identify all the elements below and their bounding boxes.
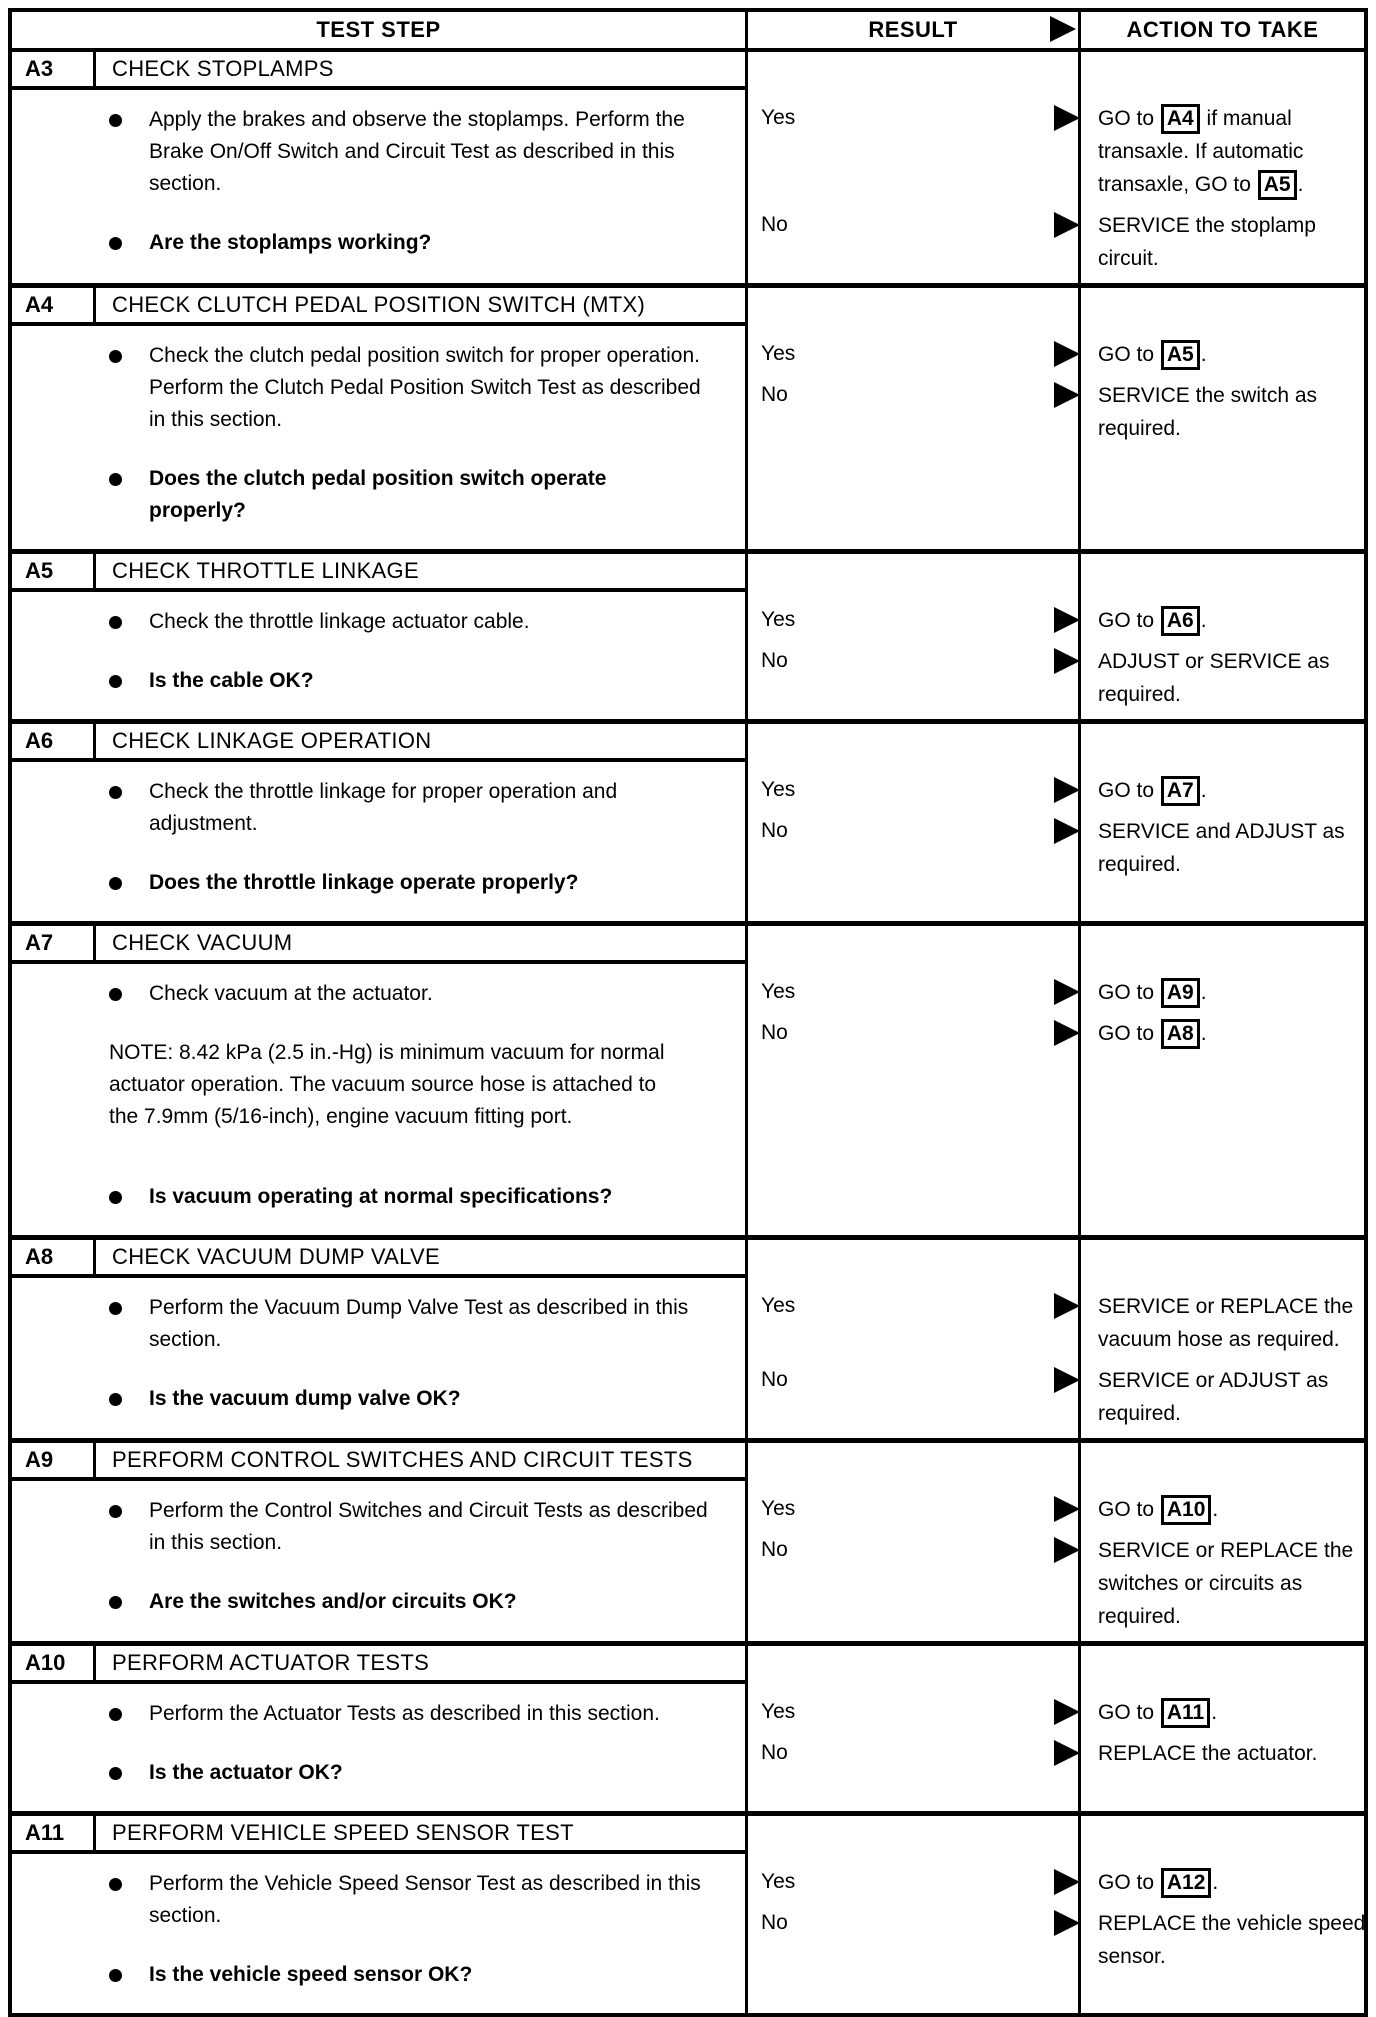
test-step-text: Does the clutch pedal position switch operate properly? (149, 467, 607, 522)
action-text: GO to A9 . (1081, 976, 1373, 1009)
result-action-row (748, 1737, 1373, 1770)
step-ref-box: A6 (1161, 606, 1200, 636)
step-ref-box: A7 (1161, 776, 1200, 806)
result-arrow-icon (1050, 16, 1076, 42)
step-title: PERFORM ACTUATOR TESTS (96, 1646, 745, 1684)
result-cell (748, 1866, 1081, 1898)
result-cell (748, 1696, 1081, 1728)
test-step-text: Check the throttle linkage for proper operation and adjustment. (149, 780, 618, 835)
result-label: No (761, 1911, 788, 1934)
result-arrow-icon (1054, 1537, 1080, 1563)
result-arrow-icon (1054, 1740, 1080, 1766)
result-label: Yes (761, 1700, 796, 1723)
test-step-text: Is vacuum operating at normal specifications? (149, 1185, 613, 1208)
step-list (12, 1854, 745, 2013)
result-action-row (748, 338, 1373, 371)
result-action-row (748, 774, 1373, 807)
step-title: CHECK VACUUM (96, 926, 745, 964)
action-text: SERVICE or REPLACE the vacuum hose as required. (1098, 1295, 1354, 1351)
action-text: SERVICE or REPLACE the switches or circuits as required. (1098, 1539, 1354, 1628)
step-id: A9 (12, 1443, 96, 1481)
result-cell (748, 1290, 1081, 1322)
test-table-body (12, 52, 1364, 2013)
test-step-text: Perform the Vehicle Speed Sensor Test as described in this section. (149, 1872, 701, 1927)
result-label: Yes (761, 1870, 796, 1893)
test-step-item (12, 1181, 725, 1213)
result-label: Yes (761, 342, 796, 365)
result-action-list (745, 288, 1373, 549)
result-arrow-icon (1054, 1496, 1080, 1522)
step-title: CHECK THROTTLE LINKAGE (96, 554, 745, 592)
result-label: No (761, 383, 788, 406)
result-action-row (748, 1364, 1373, 1430)
result-arrow-icon (1054, 1910, 1080, 1936)
bullet-icon (109, 1878, 122, 1891)
result-arrow-icon (1054, 105, 1080, 131)
bullet-icon (109, 350, 122, 363)
action-text: ADJUST or SERVICE as required. (1098, 650, 1330, 706)
result-header-label: RESULT (868, 17, 958, 42)
result-action-row (748, 209, 1373, 275)
test-block (12, 724, 1364, 926)
test-step-text: Are the switches and/or circuits OK? (149, 1590, 517, 1613)
bullet-icon (109, 1505, 122, 1518)
result-action-row (748, 102, 1373, 201)
column-header-action-to-take: ACTION TO TAKE (1078, 12, 1364, 48)
result-action-list (745, 926, 1373, 1235)
bullet-icon (109, 114, 122, 127)
result-arrow-icon (1054, 341, 1080, 367)
step-ref-box: A9 (1161, 978, 1200, 1008)
result-label: Yes (761, 778, 796, 801)
action-text: SERVICE and ADJUST as required. (1098, 820, 1345, 876)
step-id: A7 (12, 926, 96, 964)
result-label: Yes (761, 1294, 796, 1317)
bullet-icon (109, 1767, 122, 1780)
result-cell (748, 1364, 1081, 1396)
test-block (12, 1646, 1364, 1816)
action-text: REPLACE the vehicle speed sensor. (1098, 1912, 1366, 1968)
action-text: GO to A12 . (1081, 1866, 1373, 1899)
step-list (12, 1481, 745, 1641)
test-step-text: Check vacuum at the actuator. (149, 982, 433, 1005)
note-text: NOTE: 8.42 kPa (2.5 in.-Hg) is minimum vacuum for normal actuator operation. The vacuum source hose is attached to the 7.9mm (5/16-inch), engine vacuum fitting port. (109, 1041, 665, 1128)
test-block (12, 1443, 1364, 1646)
step-ref-box: A8 (1161, 1019, 1200, 1049)
step-ref-box: A5 (1161, 340, 1200, 370)
step-title: CHECK CLUTCH PEDAL POSITION SWITCH (MTX) (96, 288, 745, 326)
result-arrow-icon (1054, 1869, 1080, 1895)
test-step-text: Is the cable OK? (149, 669, 314, 692)
pinpoint-test-table (8, 8, 1368, 2017)
result-action-list (745, 52, 1373, 283)
step-list (12, 762, 745, 921)
result-cell (748, 604, 1081, 636)
test-step-item (12, 978, 725, 1010)
test-step-text: Perform the Vacuum Dump Valve Test as described in this section. (149, 1296, 689, 1351)
step-id: A6 (12, 724, 96, 762)
table-header-row (12, 12, 1364, 52)
result-cell (748, 976, 1081, 1008)
result-cell (748, 1534, 1081, 1566)
action-text: GO to A7 . (1081, 774, 1373, 807)
result-arrow-icon (1054, 1020, 1080, 1046)
action-text: GO to A11 . (1081, 1696, 1373, 1729)
test-step-item (12, 776, 725, 840)
bullet-icon (109, 1393, 122, 1406)
step-id: A3 (12, 52, 96, 90)
result-arrow-icon (1054, 1699, 1080, 1725)
step-ref-box: A5 (1258, 170, 1297, 200)
result-action-row (748, 1866, 1373, 1899)
bullet-icon (109, 877, 122, 890)
test-step-item (12, 1495, 725, 1559)
test-step-item (12, 1698, 725, 1730)
action-text: REPLACE the actuator. (1098, 1742, 1318, 1765)
result-action-row (748, 1534, 1373, 1633)
test-step-item (12, 1959, 725, 1991)
bullet-icon (109, 473, 122, 486)
result-label: Yes (761, 1497, 796, 1520)
step-id: A8 (12, 1240, 96, 1278)
test-step-text: Is the actuator OK? (149, 1761, 343, 1784)
result-arrow-icon (1054, 212, 1080, 238)
result-label: No (761, 213, 788, 236)
result-cell (748, 102, 1081, 134)
action-text: GO to A8 . (1081, 1017, 1373, 1050)
test-block (12, 52, 1364, 288)
test-step-text: Are the stoplamps working? (149, 231, 432, 254)
result-label: Yes (761, 980, 796, 1003)
bullet-icon (109, 786, 122, 799)
step-list (12, 964, 745, 1235)
result-arrow-icon (1054, 1367, 1080, 1393)
result-cell (748, 209, 1081, 241)
result-label: No (761, 1538, 788, 1561)
bullet-icon (109, 237, 122, 250)
test-step-text: Check the throttle linkage actuator cable. (149, 610, 530, 633)
result-label: No (761, 1368, 788, 1391)
test-step-item (12, 606, 725, 638)
result-action-row (748, 1696, 1373, 1729)
result-action-row (748, 1017, 1373, 1050)
action-text: GO to A10 . (1081, 1493, 1373, 1526)
test-block (12, 288, 1364, 554)
step-ref-box: A11 (1161, 1698, 1210, 1728)
result-label: Yes (761, 106, 796, 129)
step-list (12, 592, 745, 719)
step-list (12, 1278, 745, 1438)
test-step-text: Check the clutch pedal position switch for proper operation. Perform the Clutch Pedal Position Switch Test as described in this section. (149, 344, 701, 431)
action-text: GO to A6 . (1081, 604, 1373, 637)
result-cell (748, 379, 1081, 411)
test-step-item (12, 1757, 725, 1789)
test-step-text: Is the vehicle speed sensor OK? (149, 1963, 473, 1986)
step-id: A5 (12, 554, 96, 592)
result-arrow-icon (1054, 777, 1080, 803)
step-title: PERFORM CONTROL SWITCHES AND CIRCUIT TESTS (96, 1443, 745, 1481)
result-arrow-icon (1054, 1293, 1080, 1319)
result-label: Yes (761, 608, 796, 631)
test-step-item (12, 1586, 725, 1618)
bullet-icon (109, 1969, 122, 1982)
bullet-icon (109, 675, 122, 688)
test-step-item (12, 1383, 725, 1415)
result-cell (748, 774, 1081, 806)
result-cell (748, 1493, 1081, 1525)
step-id: A4 (12, 288, 96, 326)
step-list (12, 1684, 745, 1811)
test-block (12, 1816, 1364, 2013)
result-label: No (761, 819, 788, 842)
result-arrow-icon (1054, 607, 1080, 633)
step-title: CHECK VACUUM DUMP VALVE (96, 1240, 745, 1278)
test-step-text: Perform the Control Switches and Circuit Tests as described in this section. (149, 1499, 708, 1554)
test-step-item (12, 340, 725, 436)
result-label: No (761, 649, 788, 672)
test-step-item (12, 665, 725, 697)
result-action-list (745, 1240, 1373, 1438)
step-ref-box: A10 (1161, 1495, 1212, 1525)
step-list (12, 90, 745, 283)
bullet-icon (109, 1708, 122, 1721)
result-label: No (761, 1741, 788, 1764)
test-step-item (12, 1868, 725, 1932)
result-action-row (748, 1907, 1373, 1973)
result-arrow-icon (1054, 648, 1080, 674)
bullet-icon (109, 1302, 122, 1315)
step-title: PERFORM VEHICLE SPEED SENSOR TEST (96, 1816, 745, 1854)
step-id: A10 (12, 1646, 96, 1684)
result-action-row (748, 604, 1373, 637)
result-action-row (748, 1493, 1373, 1526)
test-step-text: Apply the brakes and observe the stoplamps. Perform the Brake On/Off Switch and Circuit Test as described in this section. (149, 108, 685, 195)
result-action-row (748, 1290, 1373, 1356)
result-label: No (761, 1021, 788, 1044)
step-ref-box: A12 (1161, 1868, 1212, 1898)
step-ref-box: A4 (1161, 104, 1200, 134)
result-action-row (748, 976, 1373, 1009)
result-action-list (745, 1646, 1373, 1811)
result-action-list (745, 724, 1373, 921)
action-text: GO to A4 if manual transaxle. If automatic transaxle, GO to A5 . (1081, 102, 1373, 201)
step-id: A11 (12, 1816, 96, 1854)
test-block (12, 1240, 1364, 1443)
action-text: GO to A5 . (1081, 338, 1373, 371)
result-arrow-icon (1054, 818, 1080, 844)
result-action-row (748, 815, 1373, 881)
result-cell (748, 1737, 1081, 1769)
result-cell (748, 1907, 1081, 1939)
result-action-list (745, 554, 1373, 719)
column-header-test-step: TEST STEP (316, 17, 441, 42)
result-cell (748, 645, 1081, 677)
action-text: SERVICE or ADJUST as required. (1098, 1369, 1329, 1425)
result-cell (748, 1017, 1081, 1049)
step-title: CHECK STOPLAMPS (96, 52, 745, 90)
step-list (12, 326, 745, 549)
result-action-row (748, 379, 1373, 445)
test-step-item (12, 227, 725, 259)
result-arrow-icon (1054, 382, 1080, 408)
result-action-row (748, 645, 1373, 711)
result-arrow-icon (1054, 979, 1080, 1005)
test-step-text: Does the throttle linkage operate properly? (149, 871, 579, 894)
bullet-icon (109, 1191, 122, 1204)
bullet-icon (109, 616, 122, 629)
result-cell (748, 338, 1081, 370)
result-cell (748, 815, 1081, 847)
result-action-list (745, 1816, 1373, 2013)
action-text: SERVICE the stoplamp circuit. (1098, 214, 1316, 270)
step-title: CHECK LINKAGE OPERATION (96, 724, 745, 762)
column-header-result (745, 12, 1078, 48)
bullet-icon (109, 988, 122, 1001)
test-block (12, 926, 1364, 1240)
action-text: SERVICE the switch as required. (1098, 384, 1318, 440)
test-step-text: Perform the Actuator Tests as described in this section. (149, 1702, 660, 1725)
test-step-item (12, 867, 725, 899)
bullet-icon (109, 1596, 122, 1609)
test-step-item (12, 463, 725, 527)
test-step-item (12, 104, 725, 200)
test-step-item (12, 1292, 725, 1356)
result-action-list (745, 1443, 1373, 1641)
test-block (12, 554, 1364, 724)
test-step-text: Is the vacuum dump valve OK? (149, 1387, 461, 1410)
